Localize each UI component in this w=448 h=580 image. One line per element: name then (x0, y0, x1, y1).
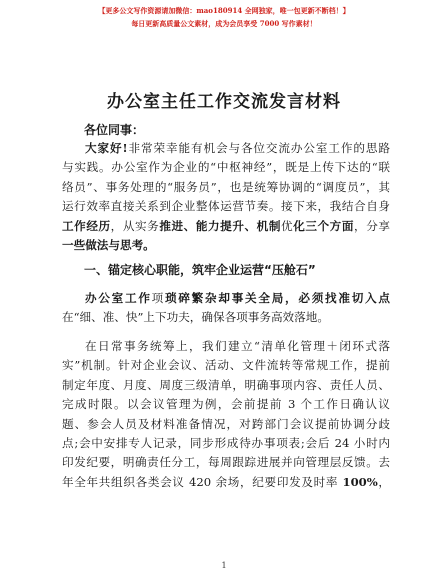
lead-b: 项 (151, 291, 166, 305)
intro-line-5 (62, 217, 390, 236)
intro-line-2: 与实践。办公室作为企业的“中枢神经”，既是上传下达的“联 (62, 160, 390, 175)
promo-banner-line-2: 每日更新高质量公文素材，成为会员享受 7000 写作素材！ (131, 19, 317, 28)
body-line-8-d: 100% (342, 474, 378, 489)
intro-paragraph (62, 139, 390, 255)
intro-line-1 (62, 139, 390, 158)
lead-f: 须找准切入点 (311, 291, 390, 305)
section-1-body-paragraph (62, 337, 390, 492)
intro-line-5-c: 推进、能力提升、机制 (159, 218, 282, 233)
intro-line-5-b: ，从实务 (110, 218, 160, 233)
body-line-1: 在日常事务统筹上，我们建立“清单化管理＋闭环式落 (85, 339, 390, 353)
lead-d: 却事关全局 (218, 291, 286, 305)
body-line-8-a: 年全年共组织各类会议 (62, 474, 189, 489)
body-line-7: 印发纪要，明确责任分工，每周跟踪进展并向管理层反馈。去 (62, 455, 390, 470)
section-1-lead-paragraph (62, 289, 390, 328)
intro-line-5-e: 化三个方面 (293, 218, 355, 233)
intro-line-3: 络员”、事务处理的“服务员”，也是统筹协调的“调度员”，其 (62, 179, 390, 194)
intro-line-5-d: 优 (281, 218, 294, 233)
page-number: 1 (221, 561, 227, 570)
salutation: 各位同事： (84, 123, 145, 137)
intro-line-5-f: ，分享 (354, 218, 390, 233)
section-1-lead-line-1 (62, 289, 390, 308)
intro-line-4: 运行效率直接关系到企业整体运营节奏。接下来，我结合自身 (62, 199, 390, 214)
intro-line-1-text: 非常荣幸能有机会与各位交流办公室工作的思路 (127, 141, 390, 155)
body-line-3: 制定年度、月度、周度三级清单，明确事项内容、责任人员、 (62, 377, 390, 392)
intro-greeting: 大家好! (85, 141, 128, 155)
lead-c: 琐碎繁杂 (165, 291, 219, 305)
intro-line-6: 一些做法与思考。 (62, 238, 155, 253)
body-line-8-e: ， (377, 474, 390, 489)
body-line-4: 完成时限。以会议管理为例，会前提前 3 个工作日确认议 (62, 397, 390, 412)
body-line-6: 点;会中安排专人记录，同步形成待办事项表;会后 24 小时内 (62, 436, 390, 451)
lead-e: ，必 (285, 291, 312, 305)
promo-banner-line-1: 【更多公文写作资源请加微信：mao180914 全网独家，唯一包更新不断档！】 (98, 6, 350, 15)
body-line-8 (62, 473, 390, 492)
body-line-8-b: 420 (189, 474, 212, 489)
intro-line-5-a: 工作经历 (62, 218, 111, 233)
body-line-2: 实”机制。针对企业会议、活动、文件流转等常规工作，提前 (62, 358, 390, 373)
section-1-heading: 一、锚定核心职能，筑牢企业运营“压舱石” (84, 263, 316, 277)
body-line-8-c: 余场，纪要印发及时率 (211, 474, 343, 489)
lead-a: 办公室工作 (85, 291, 152, 305)
section-1-lead-line-2: 在“细、准、快”上下功夫，确保各项事务高效落地。 (62, 310, 329, 325)
document-title: 办公室主任工作交流发言材料 (107, 92, 341, 112)
body-line-5: 题、参会人员及材料准备情况，对跨部门会议提前协调分歧 (62, 416, 390, 431)
